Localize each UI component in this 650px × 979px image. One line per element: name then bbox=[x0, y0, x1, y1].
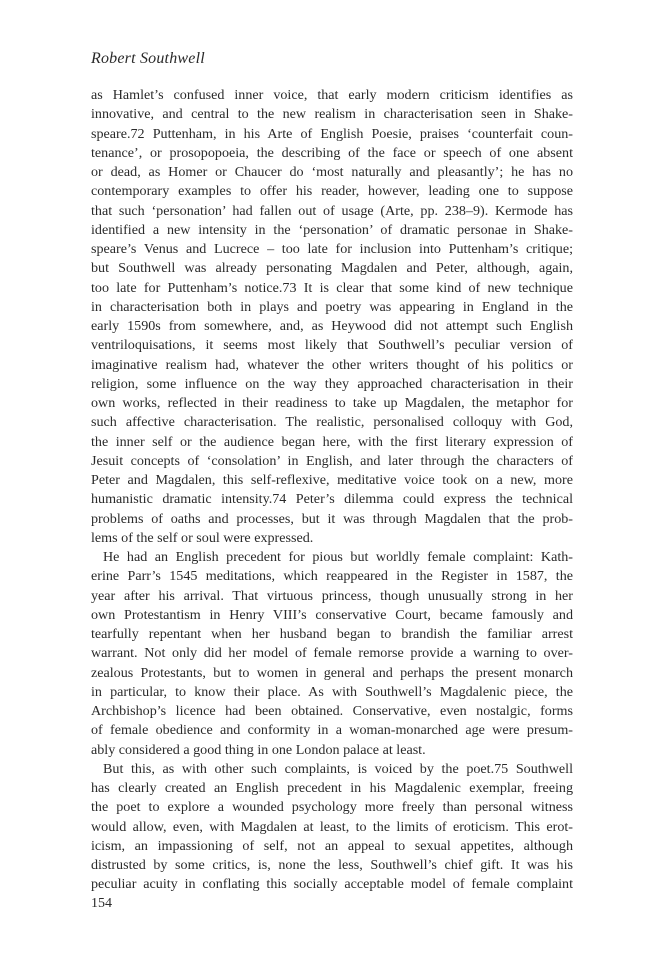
text-line: that such ‘personation’ had fallen out of usage (Arte, pp. 238–9). Kermode has bbox=[91, 202, 573, 219]
body-text bbox=[91, 86, 573, 895]
text-line: of female obedience and conformity in a woman-monarched age were presum- bbox=[91, 722, 573, 739]
text-line: would allow, even, with Magdalen at least, to the limits of eroticism. This erot- bbox=[91, 818, 573, 835]
text-line: innovative, and central to the new realism in characterisation seen in Shake- bbox=[91, 106, 573, 123]
paragraph bbox=[91, 760, 573, 895]
paragraph bbox=[91, 86, 573, 548]
text-line: tenance’, or prosopopoeia, the describing of the face or speech of one absent bbox=[91, 144, 573, 161]
text-line: But this, as with other such complaints, is voiced by the poet.75 Southwell bbox=[103, 760, 573, 777]
text-line: as Hamlet’s confused inner voice, that early modern criticism identifies as bbox=[91, 87, 573, 103]
text-line: religion, some influence on the way they approached characterisation in their bbox=[91, 375, 573, 392]
running-head: Robert Southwell bbox=[91, 50, 205, 67]
text-line: or dead, as Homer or Chaucer do ‘most naturally and pleasantly’; he has no bbox=[91, 164, 573, 180]
text-line: problems of oaths and processes, but it was through Magdalen that the prob- bbox=[91, 510, 573, 527]
text-line: ably considered a good thing in one London palace at least. bbox=[91, 741, 426, 758]
text-line: too late for Puttenham’s notice.73 It is clear that some kind of new technique bbox=[91, 279, 573, 296]
text-line: Jesuit concepts of ‘consolation’ in English, and later through the characters of bbox=[91, 452, 573, 469]
text-line: such affective characterisation. The realistic, personalised colloquy with God, bbox=[91, 414, 573, 431]
text-line: contemporary examples to offer his reader, however, leading one to suppose bbox=[91, 183, 573, 200]
text-line: zealous Protestants, but to women in general and perhaps the present monarch bbox=[91, 664, 573, 681]
text-line: own Protestantism in Henry VIII’s conservative Court, became famously and bbox=[91, 606, 573, 623]
text-line: distrusted by some critics, is, none the less, Southwell’s chief gift. It was his bbox=[91, 857, 573, 873]
text-line: Peter and Magdalen, this self-reflexive, meditative voice took on a new, more bbox=[91, 472, 573, 488]
text-line: erine Parr’s 1545 meditations, which reappeared in the Register in 1587, the bbox=[91, 568, 573, 585]
text-line: the inner self or the audience began here, with the first literary expression of bbox=[91, 433, 573, 450]
text-line: Archbishop’s licence had been obtained. Conservative, even nostalgic, forms bbox=[91, 703, 573, 719]
text-line: year after his arrival. That virtuous princess, though unusually strong in her bbox=[91, 587, 573, 604]
text-line: early 1590s from somewhere, and, as Heywood did not attempt such English bbox=[91, 318, 573, 334]
text-line: has clearly created an English precedent in his Magdalenic exemplar, freeing bbox=[91, 780, 573, 796]
text-line: peculiar acuity in conflating this socially acceptable model of female complaint bbox=[91, 876, 573, 893]
text-line: own works, reflected in their readiness to take up Magdalen, the metaphor for bbox=[91, 395, 573, 411]
text-line: icism, an impassioning of self, not an appeal to sexual appetites, although bbox=[91, 837, 573, 854]
text-line: warrant. Not only did her model of female remorse provide a warning to over- bbox=[91, 645, 573, 662]
text-line: ventriloquisations, it seems most likely that Southwell’s peculiar version of bbox=[91, 337, 573, 354]
text-line: the poet to explore a wounded psychology more freely than personal witness bbox=[91, 799, 573, 816]
text-line: He had an English precedent for pious but worldly female complaint: Kath- bbox=[103, 549, 573, 565]
text-line: lems of the self or soul were expressed. bbox=[91, 529, 314, 546]
text-line: speare.72 Puttenham, in his Arte of English Poesie, praises ‘counterfait coun- bbox=[91, 125, 573, 142]
text-line: in particular, to know their place. As with Southwell’s Magdalenic piece, the bbox=[91, 683, 573, 700]
text-line: tearfully repentant when her husband began to brandish the familiar arrest bbox=[91, 626, 573, 642]
text-line: in characterisation both in plays and poetry was appearing in England in the bbox=[91, 298, 573, 315]
paragraph bbox=[91, 548, 573, 760]
text-line: but Southwell was already personating Magdalen and Peter, although, again, bbox=[91, 260, 573, 277]
text-line: humanistic dramatic intensity.74 Peter’s dilemma could express the technical bbox=[91, 491, 573, 508]
text-line: speare’s Venus and Lucrece – too late for inclusion into Puttenham’s critique; bbox=[91, 241, 573, 257]
text-line: imaginative realism had, whatever the other writers thought of his politics or bbox=[91, 356, 573, 373]
page-number: 154 bbox=[91, 896, 112, 911]
text-line: identified a new intensity in the ‘personation’ of dramatic personae in Shake- bbox=[91, 221, 573, 238]
